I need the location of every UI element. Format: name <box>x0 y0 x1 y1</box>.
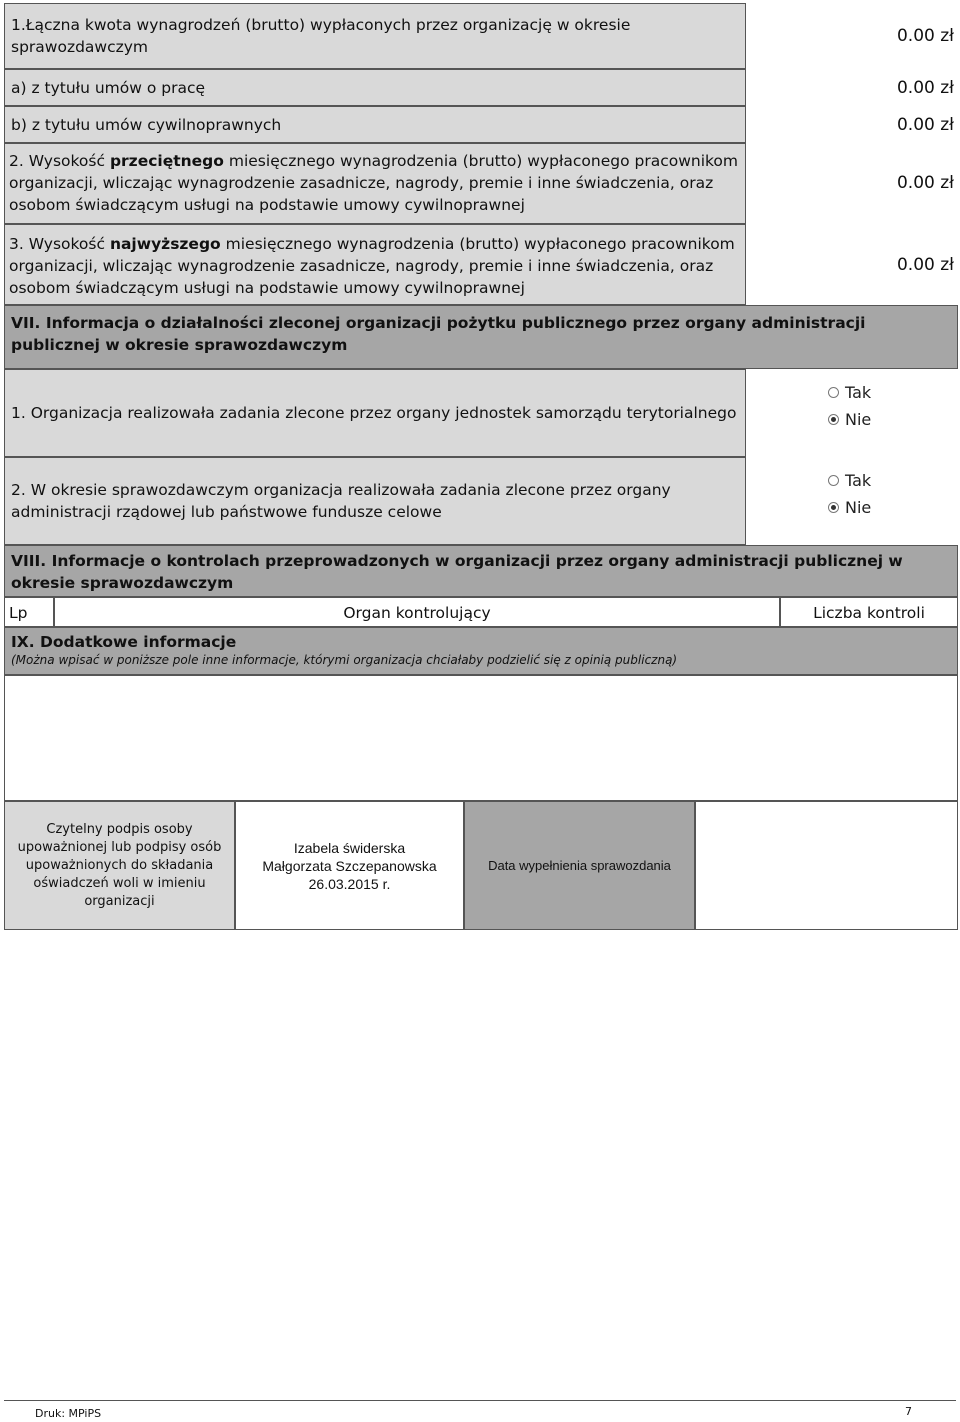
signature-field[interactable] <box>235 801 464 930</box>
q1-option-no[interactable]: Nie <box>828 410 871 429</box>
highest-wage-label: 3. Wysokość najwyższego miesięcznego wynagrodzenia (brutto) wypłaconego pracownikom organizacji, wliczając wynagrodzenie zasadnicze, nagrody, premie i inne świadczenia, oraz osobom świadczącym usługi na podstawie umowy cywilnoprawnej <box>4 224 746 305</box>
total-wages-label: 1.Łączna kwota wynagrodzeń (brutto) wypłaconych przez organizację w okresie sprawozdawczym <box>4 3 746 69</box>
total-wages-value: 0.00 zł <box>896 26 954 46</box>
column-lp: Lp <box>4 597 54 627</box>
q2-option-no[interactable]: Nie <box>828 498 871 517</box>
signer-1: Izabela świderska <box>293 839 406 856</box>
highest-wage-value: 0.00 zł <box>896 255 954 275</box>
civil-contracts-label: b) z tytułu umów cywilnoprawnych <box>4 106 746 143</box>
q1-radio-group[interactable] <box>828 383 871 429</box>
signature-label: Czytelny podpis osoby upoważnionej lub podpisy osób upoważnionych do składania oświadczeń woli w imieniu organizacji <box>4 801 235 930</box>
section-7-heading: VII. Informacja o działalności zleconej organizacji pożytku publicznego przez organy administracji publicznej w okresie sprawozdawczym <box>4 305 958 369</box>
column-count: Liczba kontroli <box>780 597 958 627</box>
q2-radio-group[interactable] <box>828 471 871 517</box>
section-9-note: (Można wpisać w poniższe pole inne informacje, którymi organizacja chciałaby podzielić się z opinią publiczną) <box>11 653 678 667</box>
fill-date-label: Data wypełnienia sprawozdania <box>464 801 695 930</box>
average-wage-value: 0.00 zł <box>896 173 954 193</box>
column-organ: Organ kontrolujący <box>54 597 780 627</box>
radio-checked-icon[interactable] <box>828 502 839 513</box>
additional-info-textarea[interactable] <box>4 675 958 801</box>
radio-unchecked-icon[interactable] <box>828 475 839 486</box>
average-wage-label: 2. Wysokość przeciętnego miesięcznego wynagrodzenia (brutto) wypłaconego pracownikom organizacji, wliczając wynagrodzenie zasadnicze, nagrody, premie i inne świadczenia, oraz osobom świadczącym usługi na podstawie umowy cywilnoprawnej <box>4 143 746 224</box>
page-number: 7 <box>905 1405 912 1418</box>
radio-checked-icon[interactable] <box>828 414 839 425</box>
signature-date: 26.03.2015 r. <box>308 875 391 892</box>
section-9-title: IX. Dodatkowe informacje <box>11 633 237 651</box>
section-9-heading <box>4 627 958 675</box>
q2-option-yes[interactable]: Tak <box>828 471 871 490</box>
employment-contracts-value: 0.00 zł <box>896 78 954 98</box>
q1-option-yes[interactable]: Tak <box>828 383 871 402</box>
radio-unchecked-icon[interactable] <box>828 387 839 398</box>
q2-label: 2. W okresie sprawozdawczym organizacja realizowała zadania zlecone przez organy administracji rządowej lub państwowe fundusze celowe <box>4 457 746 545</box>
footer-print-label: Druk: MPiPS <box>35 1407 102 1420</box>
section-8-heading: VIII. Informacje o kontrolach przeprowadzonych w organizacji przez organy administracji publicznej w okresie sprawozdawczym <box>4 545 958 597</box>
civil-contracts-value: 0.00 zł <box>896 115 954 135</box>
q1-label: 1. Organizacja realizowała zadania zlecone przez organy jednostek samorządu terytorialnego <box>4 369 746 457</box>
employment-contracts-label: a) z tytułu umów o pracę <box>4 69 746 106</box>
footer-divider <box>4 1400 956 1401</box>
fill-date-field[interactable] <box>695 801 958 930</box>
signer-2: Małgorzata Szczepanowska <box>262 857 437 874</box>
